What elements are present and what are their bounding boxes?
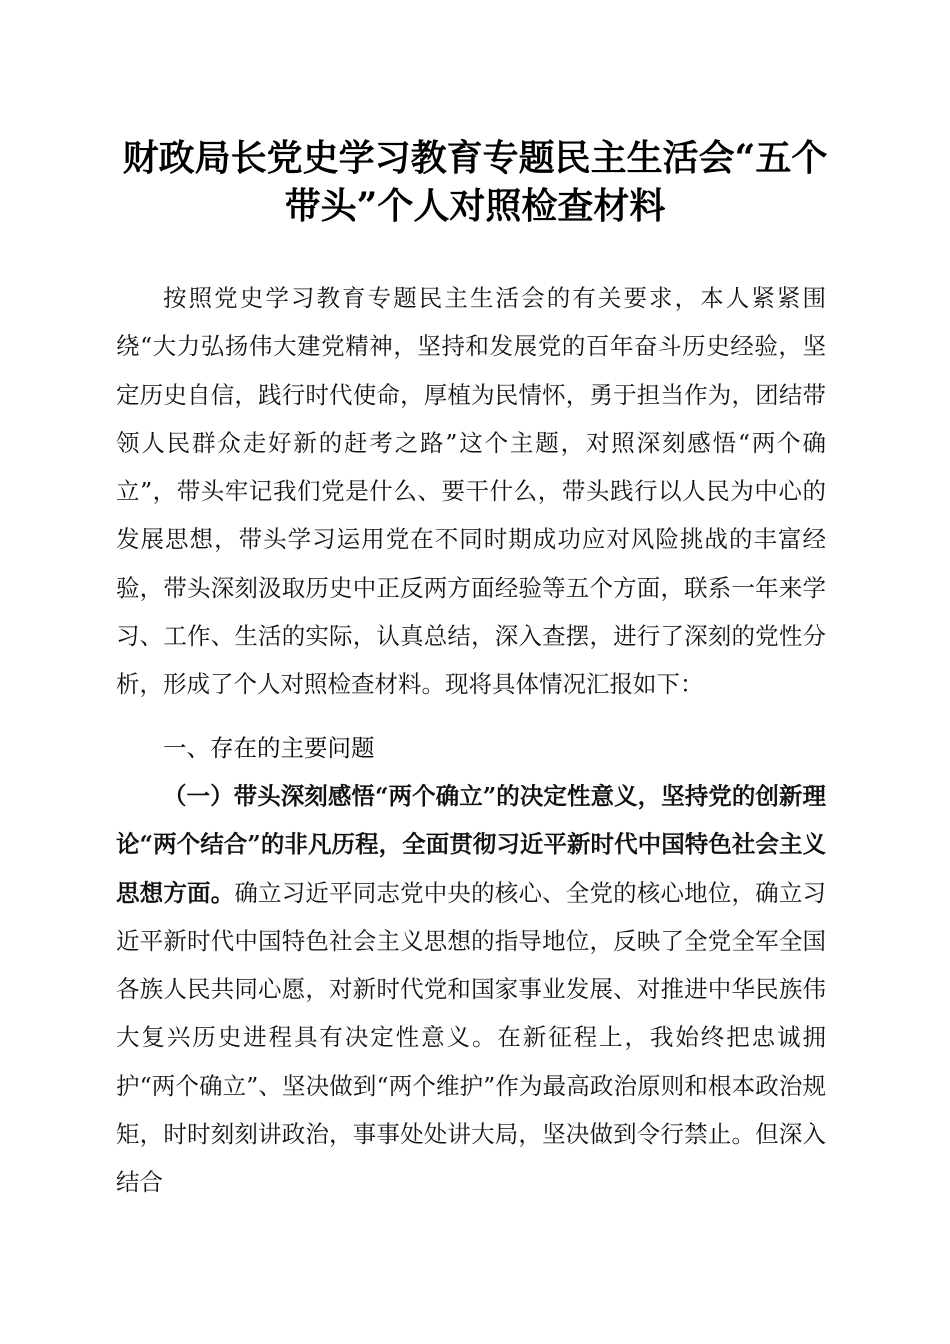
section-heading: 一、存在的主要问题 xyxy=(163,734,375,762)
intro-paragraph: 按照党史学习教育专题民主生活会的有关要求，本人紧紧围绕“大力弘扬伟大建党精神，坚持和发展党的百年奋斗历史经验，坚定历史自信，践行时代使命，厚植为民情怀，勇于担当作为，团结带领人民群众走好新的赶考之路”这个主题，对照深刻感悟“两个确立”，带头牢记我们党是什么、要干什么，带头践行以人民为中心的发展思想，带头学习运用党在不同时期成功应对风险挑战的丰富经验，带头深刻汲取历史中正反两方面经验等五个方面，联系一年来学习、工作、生活的实际，认真总结，深入查摆，进行了深刻的党性分析，形成了个人对照检查材料。现将具体情况汇报如下： xyxy=(116,284,826,699)
subsection-paragraph xyxy=(116,772,826,1207)
document-title xyxy=(110,134,840,230)
subsection-lead: （一）带头深刻感悟“两个确立”的决定性意义，坚持党的创新理论“两个结合”的非凡历程，全面贯彻习近平新时代中国特色社会主义思想方面。 xyxy=(116,782,826,907)
subsection-body: 确立习近平同志党中央的核心、全党的核心地位，确立习近平新时代中国特色社会主义思想的指导地位，反映了全党全军全国各族人民共同心愿，对新时代党和国家事业发展、对推进中华民族伟大复兴历史进程具有决定性意义。在新征程上，我始终把忠诚拥护“两个确立”、坚决做到“两个维护”作为最高政治原则和根本政治规矩，时时刻刻讲政治，事事处处讲大局，坚决做到令行禁止。但深入结合 xyxy=(116,878,827,1197)
title-line-2: 带头”个人对照检查材料 xyxy=(284,185,666,227)
title-line-1: 财政局长党史学习教育专题民主生活会“五个 xyxy=(122,137,828,179)
